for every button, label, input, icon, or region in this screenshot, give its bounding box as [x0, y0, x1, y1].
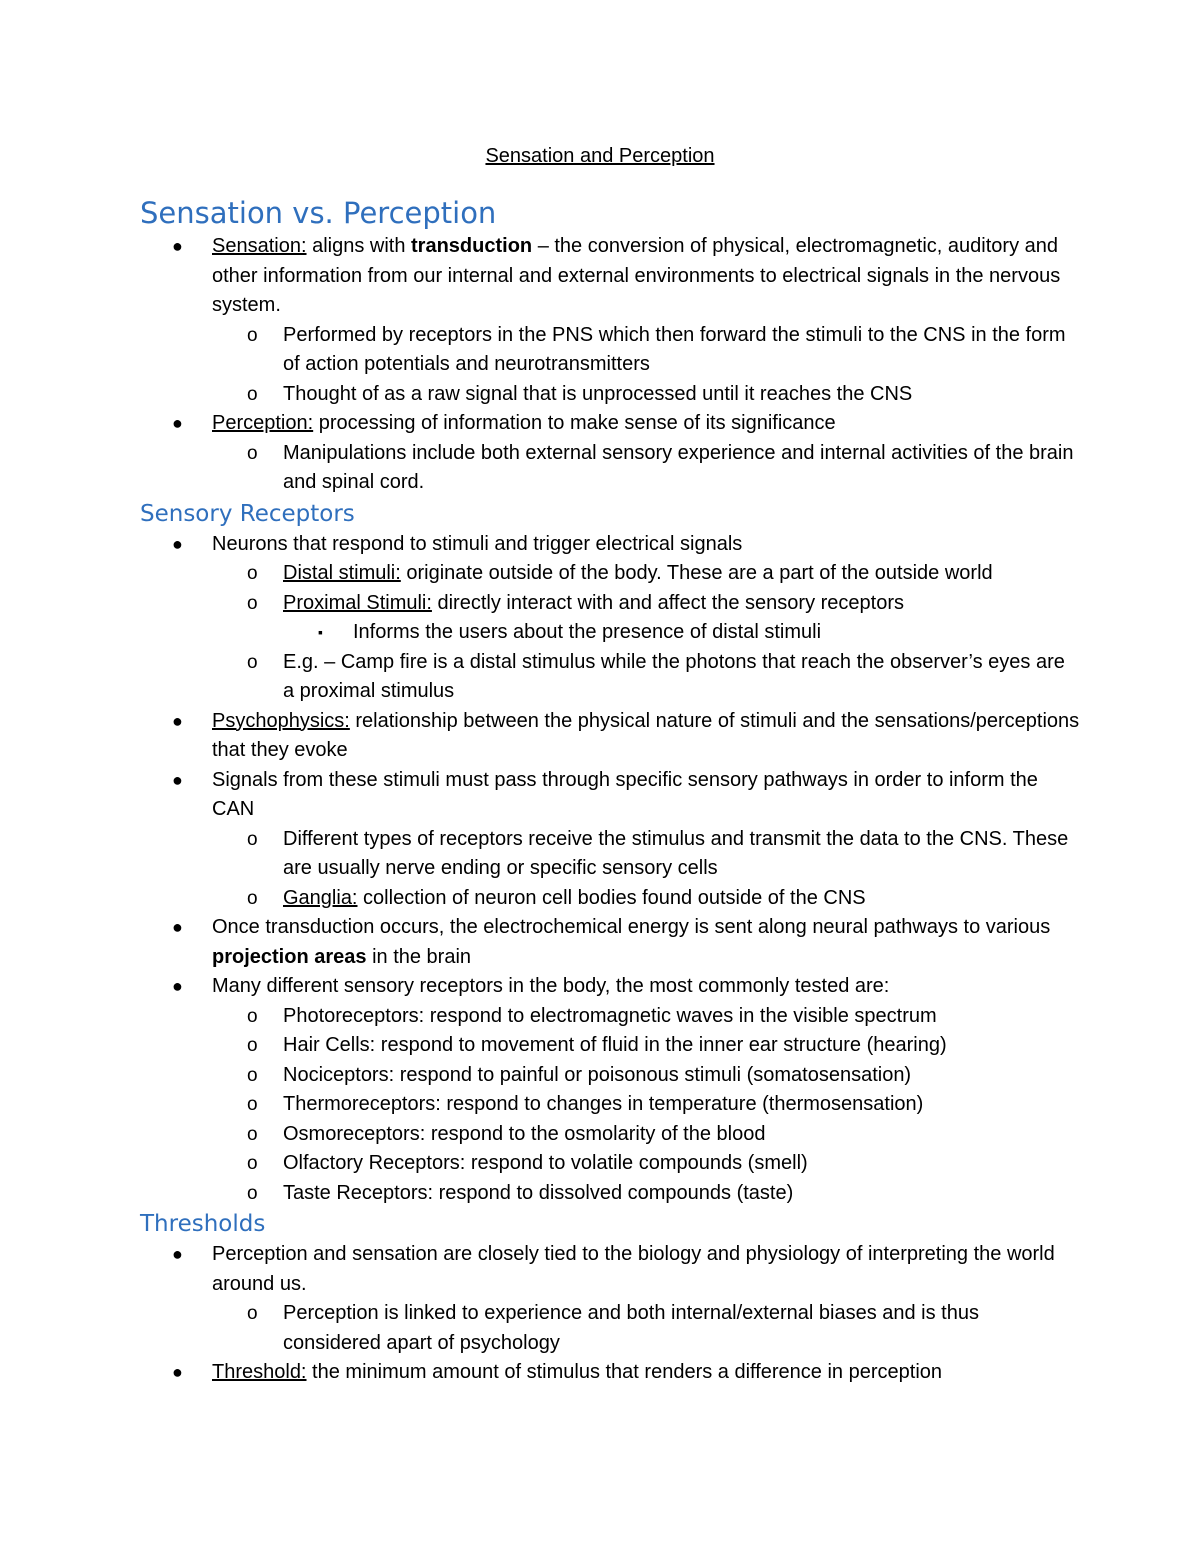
term-proximal-stimuli: Proximal Stimuli:: [283, 591, 432, 614]
bullet-marker: ●: [172, 1362, 183, 1382]
receptor-nociceptors: Nociceptors: respond to painful or poisonous stimuli (somatosensation): [283, 1063, 912, 1086]
list-item-psychophysics: [140, 707, 1080, 766]
receptor-thermoreceptors: Thermoreceptors: respond to changes in temperature (thermosensation): [283, 1093, 924, 1115]
bullet-marker: ●: [172, 976, 183, 996]
sensation-sub-1-text: Performed by receptors in the PNS which then forward the stimuli to the CNS in the form of action potentials and neurotransmitters: [283, 323, 1066, 375]
bullet-marker: ●: [172, 917, 183, 937]
document-body: [140, 194, 1080, 1388]
term-ganglia: Ganglia:: [283, 886, 358, 909]
threshold-definition: the minimum amount of stimulus that renders a difference in perception: [306, 1361, 943, 1383]
circle-marker: o: [247, 887, 258, 909]
proximal-definition: directly interact with and affect the sensory receptors: [431, 591, 905, 614]
example-text: E.g. – Camp fire is a distal stimulus while the photons that reach the observer’s eyes are a proximal stimulus: [283, 650, 1065, 702]
proximal-sub-text: Informs the users about the presence of distal stimuli: [353, 621, 822, 643]
circle-marker: o: [247, 1094, 258, 1115]
circle-marker: o: [247, 651, 258, 673]
heading-thresholds: Thresholds: [140, 1211, 266, 1237]
list-item-perception-psychology: [140, 1299, 1080, 1358]
list-item-distal: [140, 559, 1080, 589]
list-item-sensation-sub-1: [140, 321, 1080, 380]
bullet-marker: ●: [172, 533, 183, 554]
receptor-osmoreceptors: Osmoreceptors: respond to the osmolarity of the blood: [283, 1122, 766, 1145]
receptor-olfactory: Olfactory Receptors: respond to volatile compounds (smell): [283, 1152, 808, 1174]
perception-sub-1-text: Manipulations include both external sensory experience and internal activities of the brain and spinal cord.: [283, 441, 1074, 493]
perception-psychology-text: Perception is linked to experience and both internal/external biases and is thus considered apart of psychology: [283, 1302, 979, 1354]
psychophysics-definition: relationship between the physical nature of stimuli and the sensations/perceptions that they evoke: [212, 709, 1080, 761]
bullet-marker: ●: [172, 710, 183, 731]
ganglia-definition: collection of neuron cell bodies found outside of the CNS: [357, 886, 866, 909]
list-item-receptor: [140, 1002, 1080, 1032]
list-item-receptor: [140, 1149, 1080, 1179]
circle-marker: o: [247, 1153, 258, 1174]
distal-definition: originate outside of the body. These are a part of the outside world: [400, 562, 993, 584]
square-marker: ▪: [318, 624, 323, 640]
term-threshold: Threshold:: [212, 1361, 307, 1383]
bullet-marker: ●: [172, 413, 183, 433]
term-transduction: transduction: [411, 235, 533, 257]
circle-marker: o: [247, 592, 258, 614]
bullet-marker: ●: [172, 769, 183, 790]
list-item-neurons: [140, 530, 1080, 560]
list-item-receptor: [140, 1120, 1080, 1150]
list-item-proximal-sub: [140, 618, 1080, 648]
circle-marker: o: [247, 828, 258, 850]
sensation-definition: – the conversion of physical, electromagnetic, auditory and other information from our internal and external environments to electrical signals in the nervous system.: [212, 235, 1061, 316]
list-item-receptor: [140, 1179, 1080, 1209]
perception-sensation-text: Perception and sensation are closely tied to the biology and physiology of interpreting the world around us.: [212, 1243, 1055, 1295]
list-item-threshold: [140, 1358, 1080, 1388]
document-title: Sensation and Perception: [485, 145, 715, 167]
many-receptors-text: Many different sensory receptors in the body, the most commonly tested are:: [212, 975, 890, 997]
transduction-pre: Once transduction occurs, the electrochemical energy is sent along neural pathways to various: [212, 916, 1051, 938]
sensation-sub-2-text: Thought of as a raw signal that is unprocessed until it reaches the CNS: [283, 382, 913, 405]
term-projection-areas: projection areas: [212, 945, 367, 968]
heading-sensation-vs-perception: Sensation vs. Perception: [140, 196, 497, 230]
list-item-signals-sub-1: [140, 825, 1080, 884]
signals-text: Signals from these stimuli must pass through specific sensory pathways in order to inform the CAN: [212, 768, 1038, 820]
list-item-receptor: [140, 1090, 1080, 1120]
list-section-3: [140, 1240, 1080, 1388]
list-item-many-receptors: [140, 972, 1080, 1002]
list-item-receptor: [140, 1061, 1080, 1091]
list-item-perception-sensation: [140, 1240, 1080, 1299]
heading-sensory-receptors: Sensory Receptors: [140, 500, 355, 527]
receptor-photoreceptors: Photoreceptors: respond to electromagnetic waves in the visible spectrum: [283, 1004, 937, 1027]
term-perception: Perception:: [212, 412, 314, 434]
circle-marker: o: [247, 1064, 258, 1086]
term-distal-stimuli: Distal stimuli:: [283, 562, 401, 584]
term-sensation: Sensation:: [212, 235, 307, 257]
list-item-example: [140, 648, 1080, 707]
circle-marker: o: [247, 1303, 258, 1324]
list-item-signals: [140, 766, 1080, 825]
list-item-perception: [140, 409, 1080, 439]
receptor-taste: Taste Receptors: respond to dissolved compounds (taste): [283, 1181, 794, 1204]
perception-definition: processing of information to make sense of its significance: [313, 412, 836, 434]
list-item-ganglia: [140, 884, 1080, 914]
circle-marker: o: [247, 1005, 258, 1027]
list-section-1: [140, 232, 1080, 498]
transduction-post: in the brain: [366, 945, 472, 968]
circle-marker: o: [247, 1182, 258, 1204]
receptor-hair-cells: Hair Cells: respond to movement of fluid in the inner ear structure (hearing): [283, 1034, 947, 1056]
list-section-2: [140, 530, 1080, 1209]
list-item-receptor: [140, 1031, 1080, 1061]
sensation-pre: aligns with: [306, 235, 412, 257]
circle-marker: o: [247, 1123, 258, 1145]
term-psychophysics: Psychophysics:: [212, 709, 350, 732]
circle-marker: o: [247, 383, 258, 405]
list-item-transduction: [140, 913, 1080, 972]
bullet-marker: ●: [172, 1244, 183, 1264]
circle-marker: o: [247, 324, 258, 346]
circle-marker: o: [247, 1035, 258, 1056]
list-item-sensation-sub-2: [140, 380, 1080, 410]
list-item-proximal: [140, 589, 1080, 619]
list-item-sensation: [140, 232, 1080, 321]
circle-marker: o: [247, 563, 258, 584]
bullet-marker: ●: [172, 236, 183, 256]
neurons-text: Neurons that respond to stimuli and trigger electrical signals: [212, 532, 743, 555]
circle-marker: o: [247, 442, 258, 464]
list-item-perception-sub-1: [140, 439, 1080, 498]
signals-sub-1-text: Different types of receptors receive the stimulus and transmit the data to the CNS. These are usually nerve ending or specific sensory cells: [283, 827, 1069, 879]
